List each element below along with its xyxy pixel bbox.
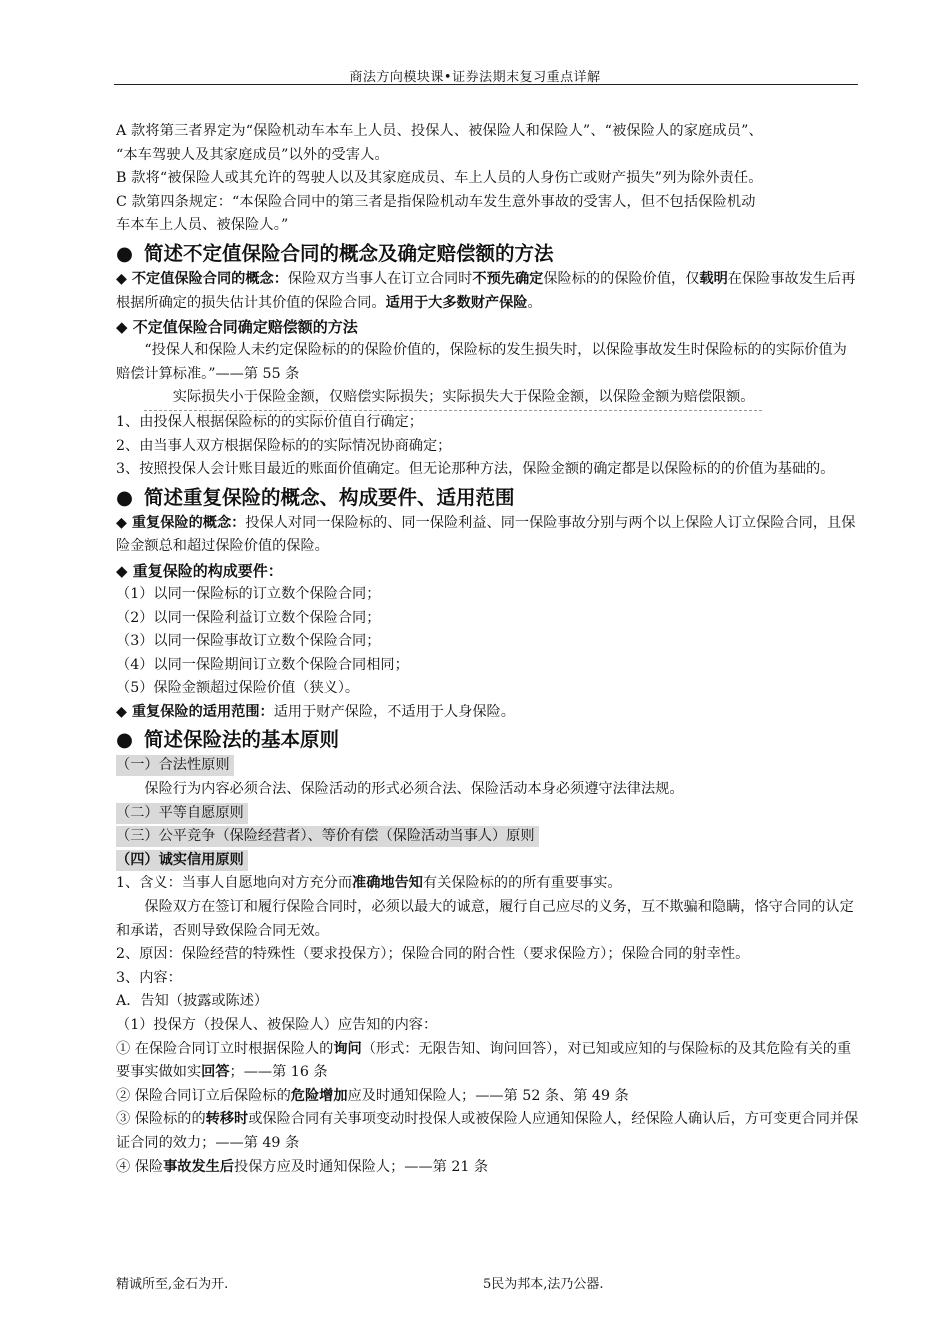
term-label: ◆ 不定值保险合同的概念： xyxy=(116,270,288,287)
principle-heading xyxy=(116,849,860,873)
quote-paragraph: “投保人和保险人未约定保险标的的保险价值的，保险标的发生损失时，以保险事故发生时保险标的的实际价值为赔偿计算标准。”——第 55 条 xyxy=(116,342,847,382)
text-run: 投保方应及时通知保险人；——第 21 条 xyxy=(234,1158,489,1175)
list-item xyxy=(116,1085,860,1109)
bold-run: 不预先确定 xyxy=(472,270,544,287)
bold-run: 回答 xyxy=(201,1064,230,1081)
list-item xyxy=(116,1038,860,1085)
list-item: 1、由投保人根据保险标的的实际价值自行确定； xyxy=(116,413,423,430)
paragraph: （1）投保方（投保人、被保险人）应告知的内容： xyxy=(116,1017,438,1033)
footer-right-text: 5民为邦本,法乃公器. xyxy=(483,1277,604,1292)
text-run: 1、含义：当事人自愿地向对方充分而 xyxy=(116,875,353,892)
paragraph xyxy=(116,512,860,559)
term-label: ◆ 重复保险的适用范围： xyxy=(116,703,274,720)
list-item: （4）以同一保险期间订立数个保险合同相同； xyxy=(116,656,409,673)
list-item xyxy=(116,1156,860,1180)
section-title: 简述保险法的基本原则 xyxy=(144,728,340,752)
list-item: （3）以同一保险事故订立数个保险合同； xyxy=(116,633,381,650)
list-item: （5）保险金额超过保险价值（狭义）。 xyxy=(116,680,360,697)
text-run: 保险标的的保险价值，仅 xyxy=(543,270,700,287)
page-content xyxy=(116,120,860,1179)
list-item xyxy=(116,1108,860,1155)
text-line: B 款将“被保险人或其允许的驾驶人以及其家庭成员、车上人员的人身伤亡或财产损失”列为除外责任。 xyxy=(116,170,763,187)
term-label: ◆ 重复保险的概念： xyxy=(116,514,246,531)
header-rule xyxy=(114,84,858,85)
text-run: 或保险合同有关事项变动时投保人或被保险人应通知保险人，经保险人确认后，方可变更合同并保证合同的效力；——第 49 条 xyxy=(116,1111,859,1151)
page-header-title: 商法方向模块课•证券法期末复习重点详解 xyxy=(349,70,601,85)
text-line: “本车驾驶人及其家庭成员”以外的受害人。 xyxy=(116,146,389,163)
text-run: ② 保险合同订立后保险标的 xyxy=(116,1087,291,1104)
text-run: 在保险事故发生后再根据所确定的损失估计其价值的保险合同。 xyxy=(116,270,856,311)
bold-run: 询问 xyxy=(333,1040,362,1057)
bold-run: 准确地告知 xyxy=(352,875,423,892)
text-run: ④ 保险 xyxy=(116,1158,164,1175)
text-run: ① 在保险合同订立时根据保险人的 xyxy=(116,1040,334,1057)
list-item: （2）以同一保险利益订立数个保险合同； xyxy=(116,609,381,626)
bullet-icon: ● xyxy=(116,728,134,752)
list-item: 3、按照投保人会计账目最近的账面价值确定。但无论那种方法，保险金额的确定都是以保险标的的价值为基础的。 xyxy=(116,461,835,478)
principle-heading xyxy=(116,825,860,849)
subheading: ◆ 不定值保险合同确定赔偿额的方法 xyxy=(116,318,358,337)
text-run: 保险双方当事人在订立合同时 xyxy=(287,270,473,287)
section-title: 简述不定值保险合同的概念及确定赔偿额的方法 xyxy=(144,241,554,265)
paragraph: 保险双方在签订和履行保险合同时，必须以最大的诚意，履行自己应尽的义务，互不欺骗和隐瞒，恪守合同的认定和承诺，否则导致保险合同无效。 xyxy=(116,899,854,939)
text-run: 应及时通知保险人；——第 52 条、第 49 条 xyxy=(347,1087,629,1104)
bold-run: 转移时 xyxy=(205,1111,249,1128)
paragraph xyxy=(116,872,860,896)
bullet-icon: ● xyxy=(116,485,134,509)
paragraph xyxy=(116,268,860,315)
bold-run: 事故发生后 xyxy=(163,1158,235,1175)
text-run: 适用于财产保险，不适用于人身保险。 xyxy=(273,703,515,720)
text-line: 车本车上人员、被保险人。” xyxy=(116,217,289,234)
shaded-heading: （二）平等自愿原则 xyxy=(116,803,248,824)
list-item: 2、由当事人双方根据保险标的的实际情况协商确定； xyxy=(116,437,452,454)
subheading: ◆ 重复保险的构成要件： xyxy=(116,561,283,580)
text-run: ③ 保险标的的 xyxy=(116,1111,206,1128)
principle-heading xyxy=(116,802,860,826)
shaded-heading: （三）公平竞争（保险经营者）、等价有偿（保险活动当事人）原则 xyxy=(116,826,539,847)
text-run: 投保人对同一保险标的、同一保险利益、同一保险事故分别与两个以上保险人订立保险合同，且保险金额总和超过保险价值的保险。 xyxy=(116,514,856,555)
shaded-heading: （四）诚实信用原则 xyxy=(116,850,248,871)
text-line: C 款第四条规定：“本保险合同中的第三者是指保险机动车发生意外事故的受害人，但不包括保险机动 xyxy=(116,193,756,210)
paragraph: 3、内容： xyxy=(116,969,182,986)
bullet-icon: ● xyxy=(116,241,134,265)
list-item: （1）以同一保险标的订立数个保险合同； xyxy=(116,585,381,602)
paragraph: A．告知（披露或陈述） xyxy=(116,993,269,1010)
paragraph: 2、原因：保险经营的特殊性（要求投保方）；保险合同的附合性（要求保险方）；保险合同的射幸性。 xyxy=(116,946,750,963)
text-run: 有关保险标的的所有重要事实。 xyxy=(422,875,622,892)
rule-paragraph xyxy=(116,386,860,411)
text-run: ；——第 16 条 xyxy=(229,1064,328,1081)
paragraph: 保险行为内容必须合法、保险活动的形式必须合法、保险活动本身必须遵守法律法规。 xyxy=(144,781,684,798)
text-line: A 款将第三者界定为“保险机动车本车上人员、投保人、被保险人和保险人”、“被保险人的家庭成员”、 xyxy=(116,123,763,139)
rule-text: 实际损失小于保险金额，仅赔偿实际损失；实际损失大于保险金额，以保险金额为赔偿限额。 xyxy=(144,386,762,411)
bold-run: 危险增加 xyxy=(290,1087,348,1104)
shaded-heading: （一）合法性原则 xyxy=(116,755,234,776)
paragraph xyxy=(116,701,860,725)
section-heading xyxy=(116,726,860,754)
footer-left-text: 精诚所至,金石为开. xyxy=(116,1277,229,1292)
bold-run: 载明 xyxy=(699,270,728,287)
section-heading xyxy=(116,484,860,512)
text-run: （形式：无限告知、询问回答），对已知或应知的与保险标的及其危险有关的重要事实做如实 xyxy=(116,1040,852,1081)
section-heading xyxy=(116,240,860,268)
section-title: 简述重复保险的概念、构成要件、适用范围 xyxy=(144,485,515,509)
principle-heading xyxy=(116,754,860,778)
bold-run: 适用于大多数财产保险 xyxy=(385,294,528,311)
text-run: 。 xyxy=(527,294,542,311)
